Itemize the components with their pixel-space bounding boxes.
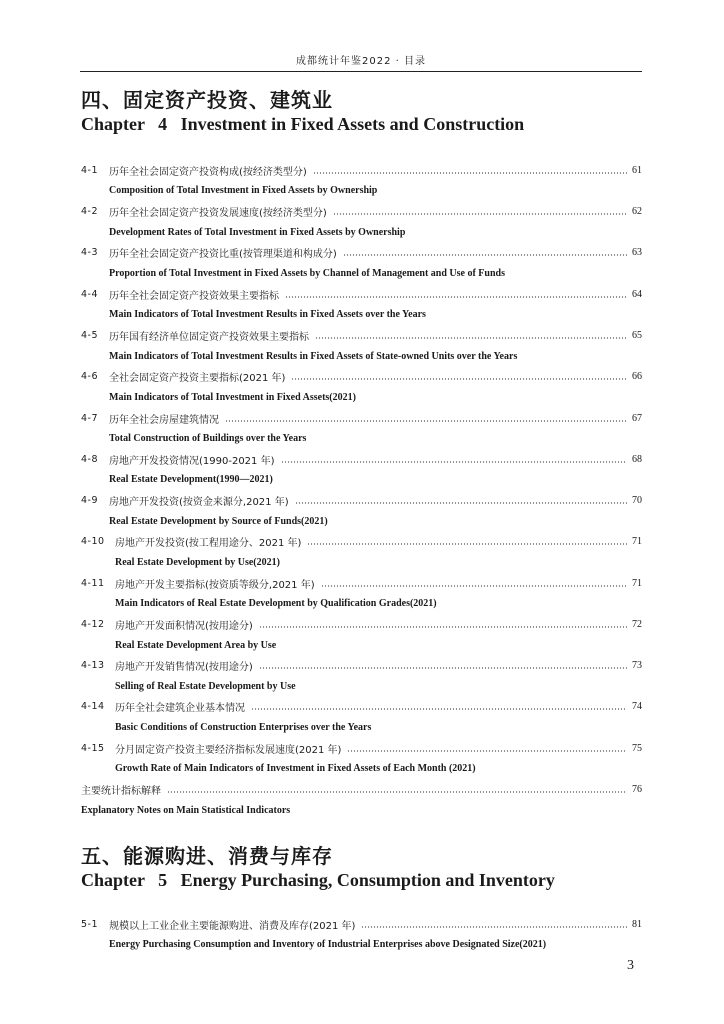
entry-page: 64 <box>632 288 642 300</box>
entry-title-cn: 房地产开发销售情况(按用途分) <box>115 662 253 674</box>
entry-title-cn: 全社会固定资产投资主要指标(2021 年) <box>109 373 286 385</box>
toc-entry-en <box>81 511 642 532</box>
entry-page: 81 <box>632 918 642 930</box>
toc-entry[interactable] <box>81 408 642 429</box>
entry-page: 76 <box>632 784 642 796</box>
entry-title-en: Explanatory Notes on Main Statistical Indicators <box>81 804 291 816</box>
entry-number: 4-1 <box>81 164 99 176</box>
toc-entry[interactable] <box>81 779 642 800</box>
dot-leader <box>313 172 627 174</box>
entry-page: 62 <box>632 206 642 218</box>
entry-title-en: Selling of Real Estate Development by Use <box>115 680 296 692</box>
toc-entry[interactable] <box>81 243 642 264</box>
chapter-4-toc <box>81 160 642 821</box>
dot-leader <box>315 337 627 339</box>
entry-number: 4-13 <box>81 660 105 672</box>
entry-page: 70 <box>632 495 642 507</box>
toc-entry-en <box>81 263 642 284</box>
entry-title-en: Basic Conditions of Construction Enterprises over the Years <box>115 722 372 734</box>
entry-title-en: Main Indicators of Real Estate Development by Qualification Grades(2021) <box>115 598 437 610</box>
entry-number: 4-10 <box>81 536 105 548</box>
toc-entry-en <box>81 304 642 325</box>
entry-title-en: Main Indicators of Total Investment in Fixed Assets(2021) <box>109 391 356 403</box>
entry-title-cn: 历年全社会固定资产投资比重(按管理渠道和构成分) <box>109 249 337 261</box>
entry-number: 4-15 <box>81 742 105 754</box>
dot-leader <box>251 708 627 710</box>
dot-leader <box>295 502 627 504</box>
entry-page: 61 <box>632 164 642 176</box>
toc-entry-en <box>81 676 642 697</box>
entry-page: 63 <box>632 247 642 259</box>
entry-title-en: Total Construction of Buildings over the Years <box>109 433 307 445</box>
entry-page: 66 <box>632 371 642 383</box>
page-number: 3 <box>627 958 634 973</box>
entry-title-cn: 房地产开发投资情况(1990-2021 年) <box>109 455 275 467</box>
entry-title-cn: 历年全社会建筑企业基本情况 <box>115 703 245 715</box>
entry-title-en: Real Estate Development(1990—2021) <box>109 474 273 486</box>
toc-entry-en <box>81 428 642 449</box>
header-rule <box>80 71 642 72</box>
dot-leader <box>361 926 627 928</box>
entry-page: 71 <box>632 577 642 589</box>
dot-leader <box>291 378 627 380</box>
toc-entry[interactable] <box>81 614 642 635</box>
dot-leader <box>347 750 627 752</box>
entry-title-en: Main Indicators of Total Investment Results in Fixed Assets of State-owned Units over the Years <box>109 350 518 362</box>
toc-entry-en <box>81 470 642 491</box>
toc-entry-en <box>81 552 642 573</box>
toc-entry[interactable] <box>81 914 642 935</box>
entry-page: 74 <box>632 701 642 713</box>
entry-title-cn: 历年全社会房屋建筑情况 <box>109 414 219 426</box>
entry-title-cn: 历年全社会固定资产投资构成(按经济类型分) <box>109 166 307 178</box>
entry-title-en: Growth Rate of Main Indicators of Investment in Fixed Assets of Each Month (2021) <box>115 763 476 775</box>
entry-title-en: Real Estate Development by Use(2021) <box>115 556 280 568</box>
toc-entry-en <box>81 635 642 656</box>
dot-leader <box>281 461 628 463</box>
entry-title-en: Composition of Total Investment in Fixed Assets by Ownership <box>109 185 378 197</box>
toc-entry[interactable] <box>81 366 642 387</box>
entry-page: 67 <box>632 412 642 424</box>
toc-entry[interactable] <box>81 449 642 470</box>
toc-entry[interactable] <box>81 201 642 222</box>
toc-entry-en <box>81 593 642 614</box>
entry-number: 4-5 <box>81 329 99 341</box>
entry-title-cn: 房地产开发投资(按资金来源分,2021 年) <box>109 497 289 509</box>
toc-entry[interactable] <box>81 284 642 305</box>
dot-leader <box>225 420 627 422</box>
entry-number: 4-2 <box>81 206 99 218</box>
entry-number: 4-11 <box>81 577 105 589</box>
entry-number: 4-3 <box>81 247 99 259</box>
dot-leader <box>333 213 627 215</box>
entry-number: 4-12 <box>81 618 105 630</box>
toc-entry[interactable] <box>81 697 642 718</box>
entry-title-en: Main Indicators of Total Investment Results in Fixed Assets over the Years <box>109 309 426 321</box>
chapter-5-toc <box>81 914 642 955</box>
entry-page: 75 <box>632 742 642 754</box>
entry-title-cn: 分月固定资产投资主要经济指标发展速度(2021 年) <box>115 744 342 756</box>
entry-number: 4-7 <box>81 412 99 424</box>
toc-entry[interactable] <box>81 573 642 594</box>
dot-leader <box>307 543 627 545</box>
entry-page: 73 <box>632 660 642 672</box>
toc-entry[interactable] <box>81 738 642 759</box>
toc-entry-en <box>81 387 642 408</box>
running-header: 成都统计年鉴2022 · 目录 <box>296 56 426 67</box>
chapter-5-title-en: Chapter 5 Energy Purchasing, Consumption and Inventory <box>81 870 555 890</box>
toc-entry-en <box>81 717 642 738</box>
dot-leader <box>259 626 627 628</box>
entry-number: 4-14 <box>81 701 105 713</box>
entry-number: 4-9 <box>81 495 99 507</box>
toc-entry-en <box>81 346 642 367</box>
dot-leader <box>285 296 627 298</box>
entry-number: 4-6 <box>81 371 99 383</box>
dot-leader <box>259 667 627 669</box>
toc-entry[interactable] <box>81 490 642 511</box>
entry-page: 68 <box>632 453 642 465</box>
toc-entry-en <box>81 800 642 821</box>
entry-title-en: Real Estate Development Area by Use <box>115 639 277 651</box>
toc-entry-en <box>81 935 642 956</box>
toc-entry[interactable] <box>81 325 642 346</box>
toc-entry[interactable] <box>81 532 642 553</box>
toc-entry[interactable] <box>81 160 642 181</box>
entry-title-cn: 历年全社会固定资产投资发展速度(按经济类型分) <box>109 208 327 220</box>
dot-leader <box>167 791 627 793</box>
toc-entry-en <box>81 759 642 780</box>
chapter-4-title-en: Chapter 4 Investment in Fixed Assets and Construction <box>81 114 525 134</box>
entry-title-cn: 房地产开发主要指标(按资质等级分,2021 年) <box>115 579 315 591</box>
entry-title-cn: 主要统计指标解释 <box>81 786 161 798</box>
entry-number: 5-1 <box>81 918 99 930</box>
entry-title-en: Proportion of Total Investment in Fixed Assets by Channel of Management and Use of Funds <box>109 268 505 280</box>
toc-entry-en <box>81 222 642 243</box>
entry-page: 65 <box>632 329 642 341</box>
chapter-5-title-cn: 五、能源购进、消费与库存 <box>81 844 333 868</box>
chapter-4-title-cn: 四、固定资产投资、建筑业 <box>81 88 333 112</box>
toc-entry-en <box>81 181 642 202</box>
entry-number: 4-4 <box>81 288 99 300</box>
toc-entry[interactable] <box>81 655 642 676</box>
entry-number: 4-8 <box>81 453 99 465</box>
entry-page: 71 <box>632 536 642 548</box>
entry-title-cn: 历年全社会固定资产投资效果主要指标 <box>109 290 279 302</box>
entry-title-cn: 房地产开发投资(按工程用途分、2021 年) <box>115 538 302 550</box>
entry-title-en: Energy Purchasing Consumption and Inventory of Industrial Enterprises above Designated Size(2021) <box>109 939 547 951</box>
entry-title-en: Development Rates of Total Investment in Fixed Assets by Ownership <box>109 226 406 238</box>
dot-leader <box>343 254 627 256</box>
entry-title-cn: 规模以上工业企业主要能源购进、消费及库存(2021 年) <box>109 920 356 932</box>
entry-page: 72 <box>632 618 642 630</box>
entry-title-cn: 房地产开发面积情况(按用途分) <box>115 620 253 632</box>
entry-title-cn: 历年国有经济单位固定资产投资效果主要指标 <box>109 331 309 343</box>
entry-title-en: Real Estate Development by Source of Funds(2021) <box>109 515 328 527</box>
dot-leader <box>321 585 627 587</box>
